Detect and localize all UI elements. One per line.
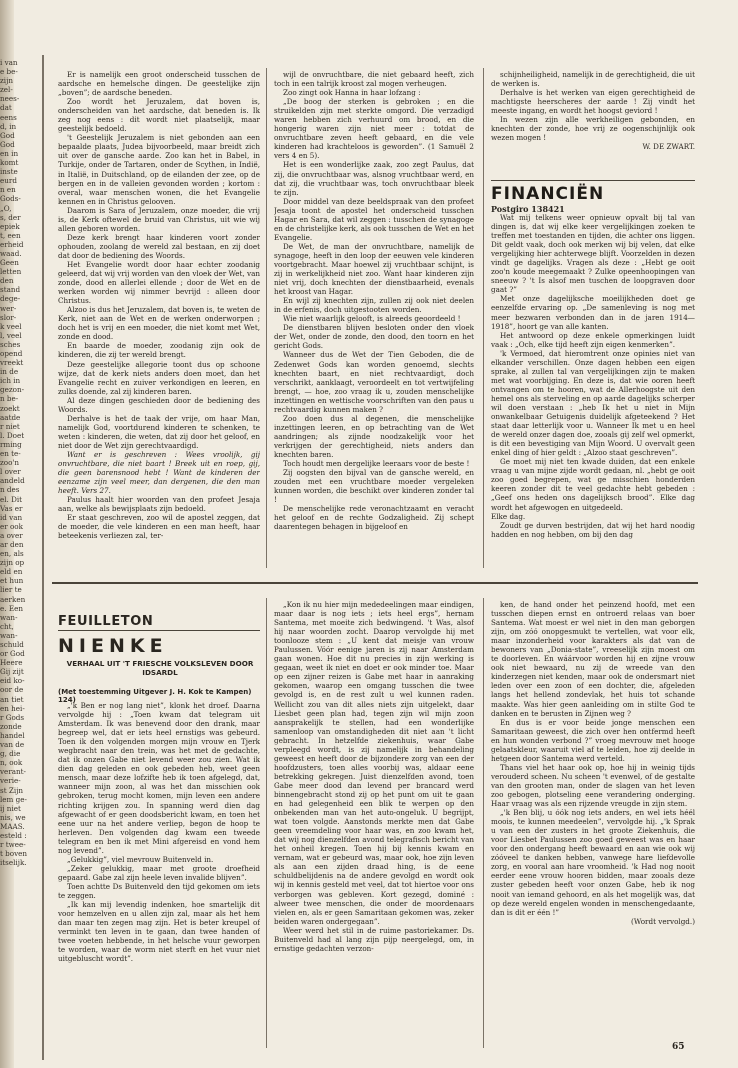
gutter-line: andeld bbox=[0, 476, 25, 486]
gutter-line: schuld bbox=[0, 640, 24, 649]
paragraph: schijnheiligheid, namelijk in de gerechtigheid, die uit de werken is. bbox=[491, 70, 695, 89]
gutter-line: stand bbox=[0, 285, 21, 295]
section-divider bbox=[52, 582, 698, 584]
gutter-line: or God bbox=[0, 649, 25, 659]
paragraph: Thans viel het haar ook op, hoe hij in weinig tijds verouderd scheen. Nu scheen 't evenwel, of de gestalte van den grooten man, onder de slagen van het leven zoo gebogen, plotseling eene verandering onderging. Haar vraag was als een rijzende vreugde in zijn stem. bbox=[491, 762, 695, 809]
story-title: NIENKE bbox=[58, 635, 168, 657]
gutter-line: s, der bbox=[0, 212, 21, 222]
gutter-line: nees- bbox=[0, 94, 20, 104]
paragraph: Derhalve is het werken van eigen gerechtigheid de machtigste heerscheres der aarde ! Zij vindt het meeste ingang, en wordt het hoogst geviord ! bbox=[491, 88, 695, 116]
feuilleton-rule bbox=[58, 630, 260, 631]
gutter-line: n des bbox=[0, 485, 20, 495]
story-subtitle: VERHAAL UIT 'T FRIESCHE VOLKSLEVEN DOOR IDSARDL bbox=[66, 659, 254, 677]
paragraph: Wat mij telkens weer opnieuw opvalt bij tal van dingen is, dat wij elke keer vergelijkingen zoeken te treffen met toestanden en tijden, die achter ons liggen. Dit geldt vaak, doch ook merken wij bij velen, dat elke vergelijking hier achterwege blijft. Voorzelden in dezen vindt ge dagelijks. Vragen als deze : „Hebt ge ooit zoo'n koude meegemaakt ? Zulke opeenhoopingen van sneeuw ? 't Is alsof men tuschen de loopgraven door gaat ?” bbox=[491, 213, 695, 295]
gutter-line: handel bbox=[0, 730, 25, 740]
gutter-line: t, een bbox=[0, 230, 21, 240]
gutter-line: a over bbox=[0, 530, 23, 540]
paragraph: De dienstbaren blijven besloten onder den vloek der Wet, onder de zonde, den dood, den toorn en het gericht Gods. bbox=[274, 323, 474, 351]
gutter-line: lem ge- bbox=[0, 794, 27, 804]
gutter-line: eid ko- bbox=[0, 676, 25, 686]
gutter-line: oor de bbox=[0, 685, 24, 695]
gutter-line: den bbox=[0, 276, 14, 286]
paragraph: Zij oogsten den bijval van de gansche wereld, en zouden met een vruchtbare moeder vergeleken kunnen worden, die beschikt over kinderen zonder tal ! bbox=[274, 468, 474, 505]
gutter-line: r niet bbox=[0, 421, 20, 431]
paragraph: Het is een wonderlijke zaak, zoo zegt Paulus, dat zij, die onvruchtbaar was, alsnog vruchtbaar werd, en dat zij, die vruchtbaar was, toch onvruchtbaar bleek te zijn. bbox=[274, 160, 474, 197]
paragraph: Er staat geschreven, zoo wil de apostel zeggen, dat de moeder, die vele kinderen en een man heeft, haar beteekenis verliezen zal, ter- bbox=[58, 513, 260, 541]
paragraph: Ge moet mij niet ten kwade duiden, dat een enkele vraag u van mijne zijde wordt gedaan, nl. „hebt ge ooit zoo goed begrepen, wat ge misschien honderden keeren zonder dit te veel gedachte hebt gebeden : „Geef ons heden ons dagelijksch brood”. Elke dag wordt het afgewogen en uitgedeeld. bbox=[491, 457, 695, 512]
gutter-line: opend bbox=[0, 349, 23, 358]
gutter-line: wan- bbox=[0, 612, 18, 622]
gutter-line: wer- bbox=[0, 303, 17, 313]
column-divider bbox=[483, 598, 484, 1048]
gutter-line: dat bbox=[0, 103, 12, 113]
gutter-line: vreekt bbox=[0, 358, 24, 368]
gutter-line: aatde bbox=[0, 412, 21, 422]
gutter-line: er ook bbox=[0, 521, 23, 531]
paragraph: „'k Ben blij, u óók nog iets anders, en wel iets héél moois, te kunnen meedeelen”, vervolgde hij. „'k Sprak u van een der zusters in het groote Ziekenhuis, die voor Liesbet Paulussen zoo goed geweest was en haar voor den ondergang heeft bewaard en aan wie ook wij zóóveel te danken hebben, vanwege hare liefdevolle zorg, en vooral aan hare vroomheid. 'k Had nog nooit eerder eene vrouw hooren bidden, maar zooals deze zuster gebeden heeft voor onzen Gabe, heb ik nog nooit van iemand gehoord, en als het mogelijk was, dat op deze wereld engelen wonden in menschengedaante, dan is dit er één !” bbox=[491, 808, 695, 917]
gutter-line: en te- bbox=[0, 449, 21, 459]
gutter-line: verie- bbox=[0, 776, 21, 786]
paragraph: Toen achtte Ds Buitenveld den tijd gekomen om iets te zeggen. bbox=[58, 881, 260, 900]
gutter-line: zoekt bbox=[0, 403, 20, 413]
paragraph: 'k Vermoed, dat hieromtrent onze opinies niet van elkander verschillen. Onze dagen hebben een eigen sprake, al zullen tal van vergelijkingen zijn te maken met wat voorbijging. En deze is, dat wie ooren heeft ontvangen om te hooren, wat de Allerhoogste uit den hemel ons als sterveling en op aarde dagelijks scherper wil doen verstaan : „heb Ik het u niet in Mijn onwankelbaar Getuigenis duidelijk afgeteekend ? Het staat daar letterlijk voor u. Wanneer Ik met u en heel de wereld onzer dagen doe, zooals gij zelf wel opmerkt, is dit een bevestiging van Mijn Woord. U overvalt geen enkel ding of hier geldt : „Alzoo staat geschreven”. bbox=[491, 348, 695, 458]
gutter-line: l, veel bbox=[0, 330, 22, 340]
feuilleton-column-1 bbox=[58, 701, 260, 1046]
gutter-line: lier te bbox=[0, 585, 22, 595]
feuilleton-column-2 bbox=[274, 600, 474, 1046]
paragraph: W. DE ZWART. bbox=[642, 142, 695, 152]
gutter-line: waad. bbox=[0, 248, 22, 258]
paragraph: De menschelijke rede veronachtzaamt en veracht het geloof en de rechte Godzaligheid. Zij schept daarentegen behagen in bijgeloof en bbox=[274, 504, 474, 532]
gutter-line: zijn op bbox=[0, 558, 25, 568]
gutter-line: verant- bbox=[0, 767, 26, 777]
paragraph: Zoo wordt het Jeruzalem, dat boven is, onderscheiden van het aardsche, dat beneden is. Ik zeg nog eens : dit wordt niet plaatselijk, maar geestelijk bedoeld. bbox=[58, 97, 260, 134]
paragraph: Toch houdt men dergelijke leeraars voor de beste ! bbox=[283, 459, 470, 469]
gutter-line: n, ook bbox=[0, 758, 23, 768]
paragraph: In wezen zijn alle werkheiligen gebonden, en knechten der zonde, hoe vrij ze oogenschijnlijk ook wezen mogen ! bbox=[491, 115, 695, 143]
gutter-line: n be- bbox=[0, 394, 19, 404]
financien-top-rule bbox=[491, 180, 695, 181]
gutter-line: Gij zijt bbox=[0, 667, 24, 677]
gutter-line: aerken bbox=[0, 594, 26, 604]
financien-body bbox=[491, 213, 695, 565]
gutter-line: id van bbox=[0, 512, 23, 522]
paragraph: Al deze dingen geschieden door de bediening des Woords. bbox=[58, 395, 260, 414]
gutter-line: zijn bbox=[0, 76, 13, 86]
postgiro-number: Postgiro 138421 bbox=[491, 204, 565, 214]
gutter-line: cht, bbox=[0, 621, 14, 631]
gutter-line: epiek bbox=[0, 221, 20, 231]
publisher-permission: (Met toestemming Uitgever J. H. Kok te Kampen) 124) bbox=[58, 688, 252, 704]
gutter-line: en hei- bbox=[0, 703, 25, 713]
gutter-line: esteld : bbox=[0, 830, 27, 840]
gutter-line: i van bbox=[0, 58, 18, 67]
gutter-line: Geen bbox=[0, 258, 19, 268]
gutter-line: eens bbox=[0, 112, 17, 122]
gutter-line: n en bbox=[0, 185, 16, 195]
gutter-line: ij niet bbox=[0, 803, 21, 813]
gutter-line: MAAS. bbox=[0, 821, 25, 831]
paragraph: Elke dag. bbox=[491, 511, 526, 521]
paragraph: „De boog der sterken is gebroken ; en die struikelden zijn met sterkte omgord. Die verzadigd waren hebben zich verhuurd om brood, en die hongerig waren zijn niet meer : totdat de onvruchtbare zeven heeft gebaard, en die vele kinderen had krachteloos is geworden”. (1 Samuël 2 vers 4 en 5). bbox=[274, 97, 474, 161]
gutter-line: inste bbox=[0, 167, 18, 177]
paragraph: Derhalve is het de taak der vrije, om haar Man, namelijk God, voortdurend kinderen te schenken, te weten : kinderen, die weten, dat zij door het geloof, en niet door de Wet zijn gerechtvaardigd. bbox=[58, 413, 260, 450]
gutter-line: God bbox=[0, 139, 15, 149]
paragraph: Wie niet waarlijk gelooft, is alreeds geoordeeld ! bbox=[283, 314, 461, 324]
paragraph: Zoo doen dus al degenen, die menschelijke inzettingen leeren, en op betrachting van de Wet aandringen; als zijnde noodzakelijk voor het verkrijgen der gerechtigheid, niets anders dan knechten baren. bbox=[274, 413, 474, 459]
paragraph: Alzoo is dus het Jeruzalem, dat boven is, te weten de Kerk, niet aan de Wet en de werken onderworpen ; doch het is vrij en een moeder, die niet komt met Wet, zonde en dood. bbox=[58, 305, 260, 342]
gutter-line: an tiet bbox=[0, 694, 24, 704]
paragraph: Paulus haalt hier woorden van den profeet Jesaja aan, welke als bewijsplaats zijn bedoeld. bbox=[58, 495, 260, 514]
paragraph: Zoudt ge durven bestrijden, dat wij het hard noodig hadden en nog hebben, om bij den dag bbox=[491, 520, 695, 539]
gutter-line: zel- bbox=[0, 85, 13, 95]
gutter-line: nis, we bbox=[0, 812, 26, 822]
feuilleton-label: FEUILLETON bbox=[58, 614, 154, 629]
article-column-1 bbox=[58, 70, 260, 560]
article-column-3 bbox=[491, 70, 695, 180]
gutter-line: e be- bbox=[0, 67, 18, 77]
paragraph: „Kon ik nu hier mijn mededeelingen maar eindigen, maar daar is nog iets ; iets heel ergs”, hernam Santema, met moeite zich bedwingend. 't Was, alsof hij naar woorden zocht. Daarop vervolgde hij met toonlooze stem : „U kent dat meisje van vrouw Paulussen. Vóór eenige jaren is zij naar Amsterdam gaan wonen. Hoe dit nu precies in zijn werking is gegaan, weet ik niet en doet er ook minder toe. Maar op een zijner reizen is Gabe met haar in aanraking gekomen, waarop een omgang tusschen die twee gevolgd is, en de rest zult u wel kunnen raden. Wellicht zou van dit alles niets zijn uitgelekt, daar Liesbet geen plan had, tegen zijn wil mijn zoon aansprakelijk te stellen, had een wonderlijke samenloop van omstandigheden dit niet aan 't licht gebracht. In hetzelfde ziekenhuis, waar Gabe verpleegd wordt, is zij namelijk in behandeling geweest en heeft door de bijzondere zorg van een der hoofdzusters, toen alles voorbij was, aldaar eene betrekking gekregen. Juist dienzelfden avond, toen Gabe meer dood dan levend per brancard werd binnengebracht stond zij op het punt om uit te gaan en had gelegenheid een blik te werpen op den onbekenden man van het auto-ongeluk. U begrijpt, wat toen volgde. Aanstonds merkte men dat Gabe geen vreemdeling voor haar was, en zoo kwam het, dat wij nog dienzelfden avond telegrafisch bericht van het onheil kregen. Toen hij bij kennis kwam en vernam, wat er gebeurd was, maar ook, hoe zijn leven als aan een zijden draad hing, is de eene schuldbelijdenis na de andere gevolgd en wordt ook wij in kennis gesteld met veel, dat tot hiertoe voor ons verborgen was gebleven. Kort gezegd, dominé : alweer twee menschen, die onder de moordenaars vielen en, als er geen Samaritaan gekomen was, zeker beiden waren ondergegaan”. bbox=[274, 600, 474, 926]
column-divider bbox=[266, 598, 267, 1048]
gutter-line: eld en bbox=[0, 567, 23, 577]
paragraph: Want er is geschreven : Wees vroolijk, gij onvruchtbare, die niet baart ! Breek uit en roep, gij, die geen barensnood hebt ! Want de kinderen der eenzame zijn veel meer, dan dergenen, die den man heeft. Vers 27. bbox=[58, 449, 260, 496]
paragraph: wijl de onvruchtbare, die niet gebaard heeft, zich toch in een talrijk kroost zal mogen verheugen. bbox=[274, 70, 474, 89]
gutter-line: d, in bbox=[0, 121, 17, 131]
previous-page-gutter bbox=[0, 58, 42, 1058]
paragraph: Het antwoord op deze enkele opmerkingen luidt vaak : „Och, elke tijd heeft zijn eigen kenmerken”. bbox=[491, 330, 695, 349]
gutter-line: r Gods bbox=[0, 712, 25, 722]
gutter-line: slor- bbox=[0, 312, 17, 322]
gutter-line: en in bbox=[0, 148, 19, 158]
paragraph: Wanneer dus de Wet der Tien Geboden, die de Zedenwet Gods kan worden genoemd, slechts knechten baart, en niet rechtvaardigt, doch verschrikt, aanklaagt, veroordeelt en tot vertwijfeling brengt, — hoe, zoo vraag ik u, zouden menschelijke inzettingen en wettische voorschriften van den paus u rechtvaardig kunnen maken ? bbox=[274, 350, 474, 414]
gutter-line: t boven bbox=[0, 849, 28, 859]
financien-heading: FINANCIËN bbox=[491, 184, 605, 204]
gutter-line: l over bbox=[0, 467, 21, 477]
gutter-line: et hun bbox=[0, 576, 24, 586]
paragraph: ken, de hand onder het peinzend hoofd, met een tusschen diepen ernst en ontroerd relaas van boer Santema. Wat moest er wel niet in den man geborgen zijn, om zóó onopgesmukt te vertellen, wat voor elk, maar inzonderheid voor karakters als dat van de bewoners van „Donia-state”, vreeselijk zijn moest om te doorleven. En wáárvoor worden hij en zijne vrouw ook niet bewaard, nu zij de wreede van den kinderzegen niet kenden, maar ook de ondersmart niet leden over een zoon of een dochter, die, afgeleden langs het hellend zondevlak, het huis tot schande maakte. Was hier geen aanleiding om in stilte God te danken en te berusten in Zijnen weg ? bbox=[491, 600, 695, 718]
gutter-line: Vas er bbox=[0, 503, 23, 513]
paragraph: Het Evangelie wordt door haar echter zoodanig geleerd, dat wij vrij worden van den vloek der Wet, van zonde, dood en allerlei ellende ; door de Wet en de werken worden wij nimmer bevrijd : alleen door Christus. bbox=[58, 259, 260, 306]
gutter-line: sches bbox=[0, 339, 21, 349]
gutter-line: Heere bbox=[0, 658, 23, 668]
paragraph: „'k Ben er nog lang niet”, klonk het droef. Daarna vervolgde hij : „Toen kwam dat telegram uit Amsterdam. Ik was benevend door den drank, maar begreep wel, dat er iets heel ernstigs was gebeurd. Toen ik den volgenden morgen mijn vrouw en Tjerk wegbracht naar den trein, was het met de gedachte, dat ik onzen Gabe niet levend weer zou zien. Wat ik dien dag geleden en ook gebeden heb, weet geen mensch, maar deze lofzifte heb ik toen afgelegd, dat, wanneer mijn zoon, al was het dan misschien ook gebroken, terug mocht komen, mijn leven een andere richting krijgen zou. In spanning werd dien dag afgewacht of er geen doodsbericht kwam, en toen het eene uur na het andere verliep, begon de hoop te herleven. Den volgenden dag kwam een tweede telegram en ben ik met Mini afgereisd en vond hem nog levend”. bbox=[58, 701, 260, 855]
gutter-line: k veel bbox=[0, 321, 22, 331]
paragraph: De Wet, de man der onvruchtbare, namelijk de synagoge, heeft in den loop der eeuwen vele kinderen voortgebracht. Maar hoewel zij vruchtbaar schijnt, is zij in werkelijkheid niet zoo. Want haar kinderen zijn niet vrij, doch knechten der dienstbaarheid, evenals het kroost van Hagar. bbox=[274, 241, 474, 297]
gutter-line: Gods- bbox=[0, 194, 21, 204]
column-divider bbox=[266, 68, 267, 568]
gutter-line: erheid bbox=[0, 239, 24, 249]
gutter-line: g, die bbox=[0, 749, 21, 759]
paragraph: (Wordt vervolgd.) bbox=[631, 916, 695, 926]
gutter-line: l. Doet bbox=[0, 430, 25, 440]
gutter-line: van de bbox=[0, 740, 25, 750]
paragraph: Weer werd het stil in de ruime pastoriekamer. Ds. Buitenveld had al lang zijn pijp neergelegd, om, in ernstige gedachten verzon- bbox=[274, 925, 474, 953]
gutter-line: dege- bbox=[0, 294, 21, 304]
paragraph: En dus is er voor beide jonge menschen een Samaritaan geweest, die zich over hen ontfermd heeft en hun wonden verbond ?” vroeg mevrouw met hooge gelaatskleur, waaruit viel af te leiden, hoe zij deelde in hetgeen door Santema werd verteld. bbox=[491, 717, 695, 763]
paragraph: En baarde de moeder, zoodanig zijn ook de kinderen, die zij ter wereld brengt. bbox=[58, 341, 260, 360]
paragraph: Zoo zingt ook Hanna in haar lofzang : bbox=[283, 88, 421, 98]
gutter-line: God bbox=[0, 130, 15, 140]
gutter-line: r twee- bbox=[0, 840, 26, 850]
feuilleton-column-3 bbox=[491, 600, 695, 1040]
paragraph: Met onze dagelijksche moeilijkheden doet ge eenzelfde ervaring op. „De samenleving is nog met meer bezwaren verbonden dan in de jaren 1914—1918”, hoort ge van alle kanten. bbox=[491, 294, 695, 331]
gutter-line: el. Dit bbox=[0, 494, 23, 504]
gutter-line: zonde bbox=[0, 721, 22, 731]
gutter-line: letten bbox=[0, 267, 22, 277]
paragraph: Er is namelijk een groot onderscheid tusschen de aardsche en hemelsche dingen. De geestelijke zijn „boven”; de aardsche beneden. bbox=[58, 70, 260, 98]
gutter-line: itselijk. bbox=[0, 858, 27, 868]
gutter-line: komt bbox=[0, 158, 19, 168]
gutter-line: eurd bbox=[0, 176, 17, 186]
paragraph: 't Geestelijk Jeruzalem is niet gebonden aan een bepaalde plaats, Judea bijvoorbeeld, maar breidt zich uit over de gansche aarde. Zoo kan het in Babel, in Turkije, onder de Tartaren, onder de Scythen, in Indië, in Italië, in Duitschland, op de eilanden der zee, op de bergen en in de valleien gevonden worden ; kortom : overal, waar menschen wonen, die het Evangelie kennen en in Christus gelooven. bbox=[58, 133, 260, 206]
gutter-line: e. Een bbox=[0, 603, 23, 613]
paragraph: „Zeker gelukkig, maar met groote droefheid gepaard. Gabe zal zijn heele leven invalide blijven”. bbox=[58, 863, 260, 882]
paragraph: Deze geestelijke allegorie toont dus op schoone wijze, dat de kerk niets anders doen moet, dan het Evangelie recht en zuiver verkondigen en leeren, en zulks doende, zal zij kinderen baren. bbox=[58, 359, 260, 396]
page-number: 65 bbox=[672, 1042, 685, 1052]
gutter-line: wan- bbox=[0, 630, 18, 640]
gutter-line: gezon- bbox=[0, 385, 25, 395]
paragraph: „Ik kan mij levendig indenken, hoe smartelijk dit voor hemzelven en u allen zijn zal, maar als het hem dan maar ten zegen mag zijn. Het is beter kreupel of verminkt ten leven in te gaan, dan twee handen of twee voeten hebbende, in het helsche vuur geworpen te worden, waar de worm niet sterft en het vuur niet uitgebluscht wordt”. bbox=[58, 900, 260, 964]
paragraph: Daarom is Sara of Jeruzalem, onze moeder, die vrij is, de Kerk oftewel de bruid van Christus, uit wie wij allen geboren worden. bbox=[58, 205, 260, 233]
gutter-line: en, als bbox=[0, 549, 24, 559]
gutter-line: zoo'n bbox=[0, 458, 20, 468]
gutter-line: st Zijn bbox=[0, 785, 24, 795]
column-divider bbox=[483, 68, 484, 568]
gutter-divider bbox=[42, 55, 44, 1060]
gutter-line: in de bbox=[0, 367, 19, 377]
gutter-line: „O, bbox=[0, 203, 12, 213]
paragraph: Deze kerk brengt haar kinderen voort zonder ophouden, zoolang de wereld zal bestaan, en zij doet dat door de bediening des Woords. bbox=[58, 232, 260, 260]
gutter-line: rming bbox=[0, 439, 22, 449]
paragraph: En wijl zij knechten zijn, zullen zij ook niet deelen in de erfenis, doch uitgestooten worden. bbox=[274, 296, 474, 315]
paragraph: „Gelukkig”, viel mevrouw Buitenveld in. bbox=[67, 854, 214, 864]
paragraph: Door middel van deze beeldspraak van den profeet Jesaja toont de apostel het onderscheid tusschen Hagar en Sara, dat wil zeggen : tusschen de synagoge en de christelijke kerk, als ook tusschen de Wet en het Evangelie. bbox=[274, 196, 474, 242]
gutter-line: ich in bbox=[0, 376, 21, 386]
article-column-2 bbox=[274, 70, 474, 565]
gutter-line: ar den bbox=[0, 539, 24, 549]
